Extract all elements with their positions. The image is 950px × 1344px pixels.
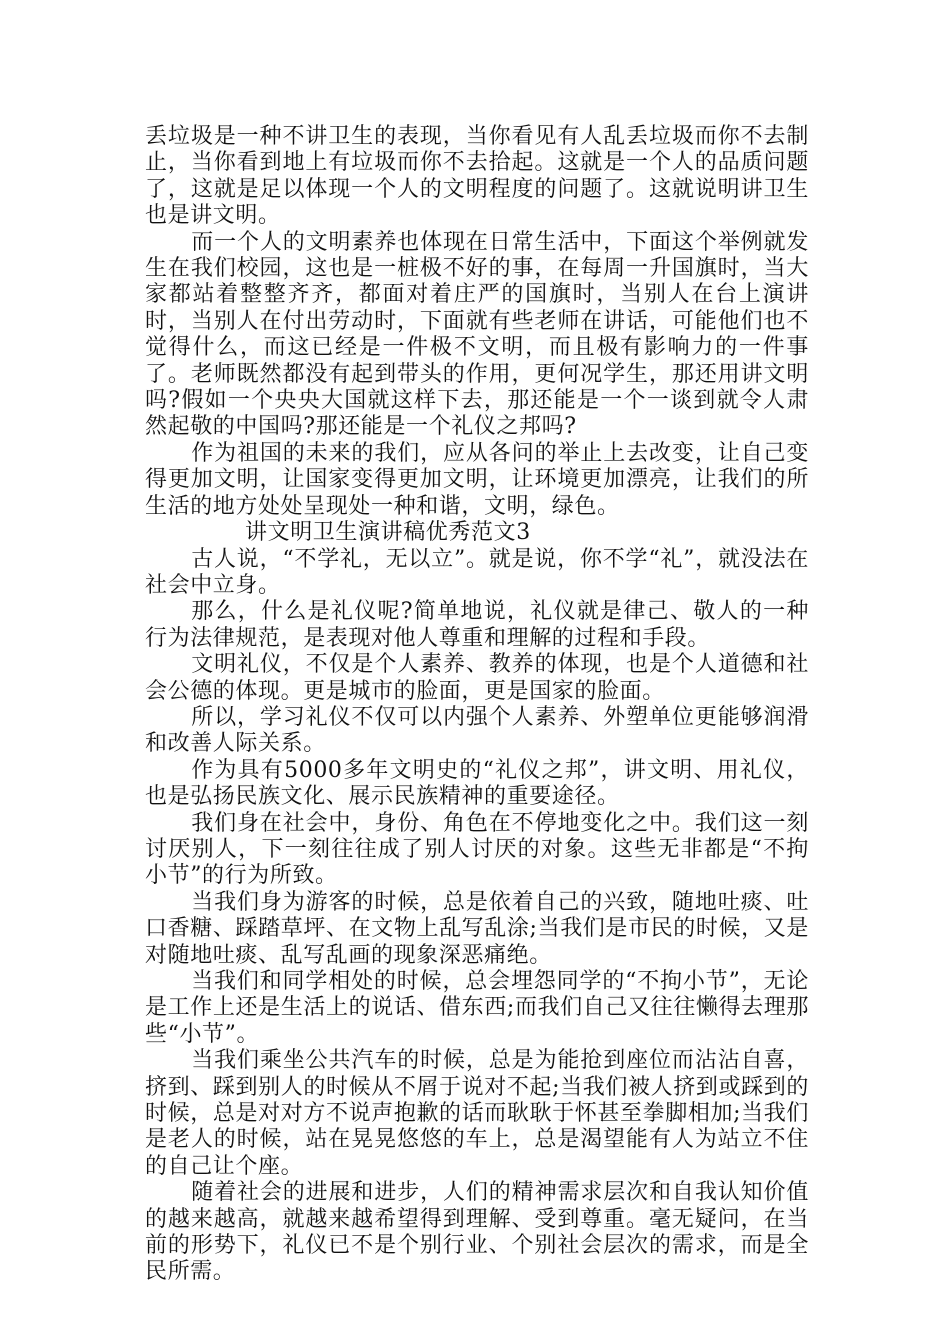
paragraph: 古人说，“不学礼，无以立”。就是说，你不学“礼”，就没法在社会中立身。	[145, 546, 809, 598]
paragraph: 当我们身为游客的时候，总是依着自己的兴致，随地吐痰、吐口香糖、踩踏草坪、在文物上乱写乱涂;当我们是市民的时候，又是对随地吐痰、乱写乱画的现象深恶痛绝。	[145, 889, 809, 968]
paragraph: 而一个人的文明素养也体现在日常生活中，下面这个举例就发生在我们校园，这也是一桩极不好的事，在每周一升国旗时，当大家都站着整整齐齐，都面对着庄严的国旗时，当别人在台上演讲时，当别人在付出劳动时，下面就有些老师在讲话，可能他们也不觉得什么，而这已经是一件极不文明，而且极有影响力的一件事了。老师既然都没有起到带头的作用，更何况学生，那还用讲文明吗?假如一个央央大国就这样下去，那还能是一个一谈到就令人肃然起敬的中国吗?那还能是一个礼仪之邦吗?	[145, 229, 809, 440]
section-title: 讲文明卫生演讲稿优秀范文3	[245, 520, 531, 546]
paragraph: 我们身在社会中，身份、角色在不停地变化之中。我们这一刻讨厌别人，下一刻往往成了别人讨厌的对象。这些无非都是“不拘小节”的行为所致。	[145, 810, 809, 889]
paragraph: 那么，什么是礼仪呢?简单地说，礼仪就是律己、敬人的一种行为法律规范，是表现对他人尊重和理解的过程和手段。	[145, 599, 809, 651]
paragraph: 当我们乘坐公共汽车的时候，总是为能抢到座位而沾沾自喜，挤到、踩到别人的时候从不屑于说对不起;当我们被人挤到或踩到的时候，总是对对方不说声抱歉的话而耿耿于怀甚至拳脚相加;当我们是老人的时候，站在晃晃悠悠的车上，总是渴望能有人为站立不住的自己让个座。	[145, 1048, 809, 1179]
document-page	[145, 124, 809, 1286]
paragraph: 作为具有5000多年文明史的“礼仪之邦”，讲文明、用礼仪，也是弘扬民族文化、展示民族精神的重要途径。	[145, 757, 809, 810]
paragraph: 所以，学习礼仪不仅可以内强个人素养、外塑单位更能够润滑和改善人际关系。	[145, 704, 809, 757]
paragraph: 当我们和同学相处的时候，总会埋怨同学的“不拘小节”，无论是工作上还是生活上的说话、借东西;而我们自己又往往懒得去理那些“小节”。	[145, 969, 809, 1047]
paragraph: 文明礼仪，不仅是个人素养、教养的体现，也是个人道德和社会公德的体现。更是城市的脸面，更是国家的脸面。	[145, 652, 809, 704]
paragraph: 随着社会的进展和进步，人们的精神需求层次和自我认知价值的越来越高，就越来越希望得到理解、受到尊重。毫无疑问，在当前的形势下，礼仪已不是个别行业、个别社会层次的需求，而是全民所需。	[145, 1180, 809, 1285]
paragraph: 作为祖国的未来的我们，应从各问的举止上去改变，让自己变得更加文明，让国家变得更加文明，让环境更加漂亮，让我们的所生活的地方处处呈现处一种和谐，文明，绿色。	[145, 440, 809, 519]
paragraph: 丢垃圾是一种不讲卫生的表现，当你看见有人乱丢垃圾而你不去制止，当你看到地上有垃圾而你不去拾起。这就是一个人的品质问题了，这就是足以体现一个人的文明程度的问题了。这就说明讲卫生也是讲文明。	[145, 124, 809, 229]
